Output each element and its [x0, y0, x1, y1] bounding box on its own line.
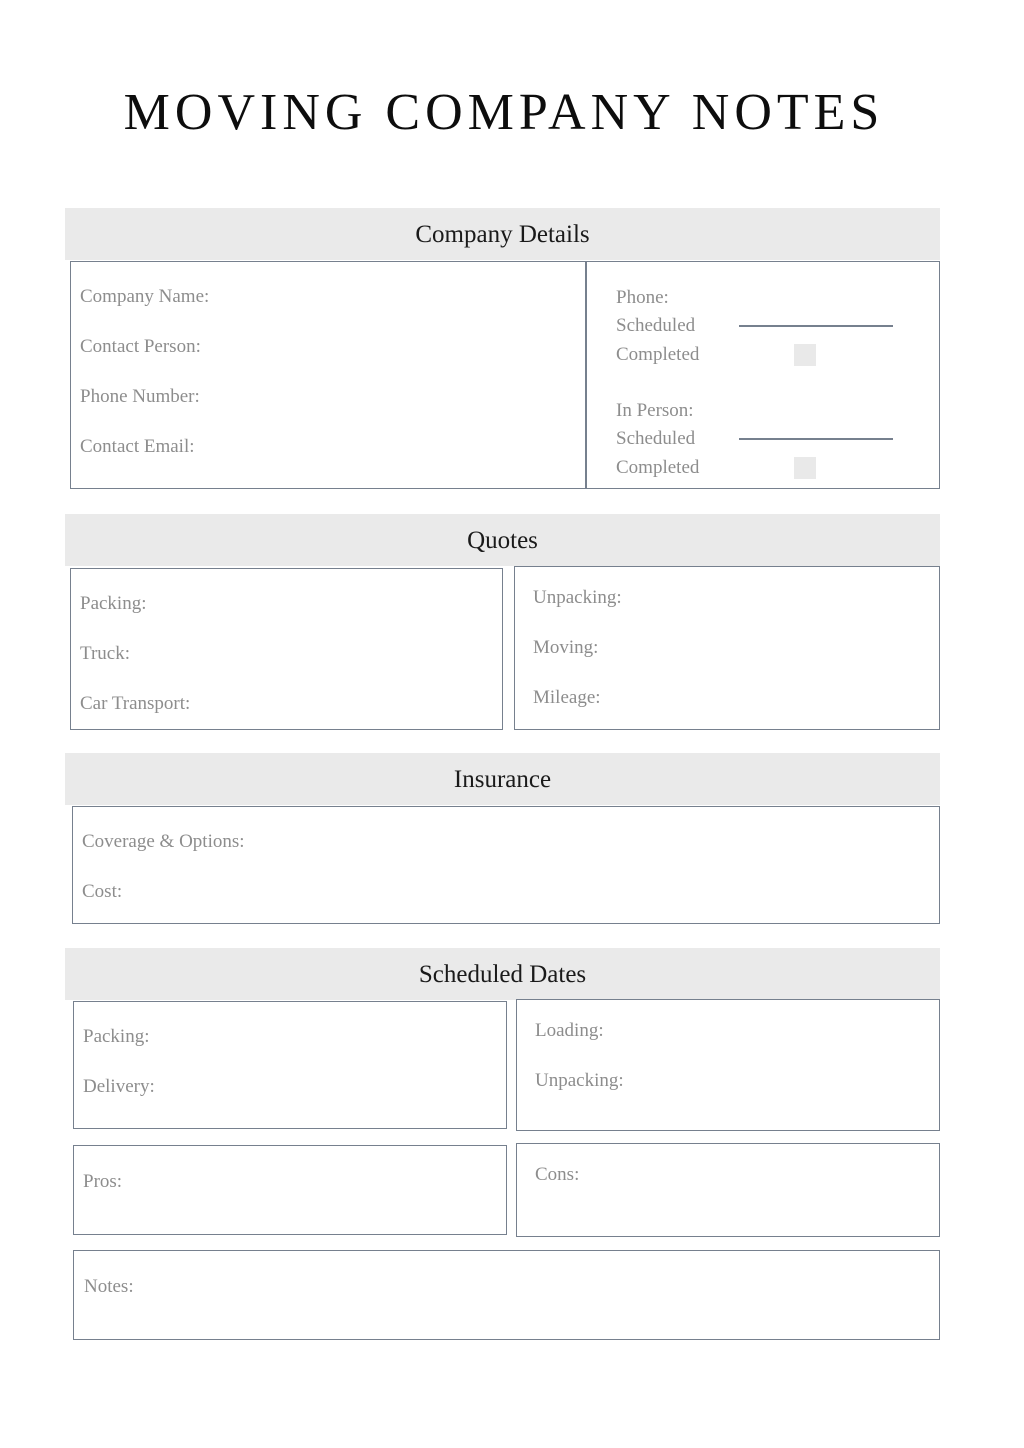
- scheduled-dates-left-box: [73, 1001, 507, 1129]
- contact-method-phone-scheduled-line[interactable]: [739, 325, 893, 327]
- field-insurance-cost[interactable]: Cost:: [82, 881, 123, 902]
- cons-box: [516, 1143, 940, 1237]
- contact-method-in-person-completed-checkbox[interactable]: [794, 457, 816, 479]
- field-quote-unpacking[interactable]: Unpacking:: [533, 587, 622, 608]
- section-header-insurance: Insurance: [65, 753, 940, 805]
- field-contact-email[interactable]: Contact Email:: [80, 436, 195, 457]
- field-quote-car-transport[interactable]: Car Transport:: [80, 693, 191, 714]
- field-quote-packing[interactable]: Packing:: [80, 593, 147, 614]
- field-date-delivery[interactable]: Delivery:: [83, 1076, 155, 1097]
- contact-method-phone-scheduled-label: Scheduled: [616, 315, 696, 336]
- field-quote-truck[interactable]: Truck:: [80, 643, 130, 664]
- contact-method-phone-completed-checkbox[interactable]: [794, 344, 816, 366]
- contact-method-in-person-label: In Person:: [616, 400, 694, 421]
- field-contact-person[interactable]: Contact Person:: [80, 336, 201, 357]
- insurance-box: [72, 806, 940, 924]
- field-date-packing[interactable]: Packing:: [83, 1026, 150, 1047]
- field-phone-number[interactable]: Phone Number:: [80, 386, 200, 407]
- contact-method-in-person-scheduled-line[interactable]: [739, 438, 893, 440]
- field-notes[interactable]: Notes:: [84, 1276, 134, 1297]
- quotes-left-box: [70, 568, 503, 730]
- section-header-scheduled-dates: Scheduled Dates: [65, 948, 940, 1000]
- field-quote-moving[interactable]: Moving:: [533, 637, 599, 658]
- contact-method-phone-label: Phone:: [616, 287, 669, 308]
- field-cons[interactable]: Cons:: [535, 1164, 580, 1185]
- quotes-right-box: [514, 566, 940, 730]
- contact-method-phone-completed-label: Completed: [616, 344, 700, 365]
- field-pros[interactable]: Pros:: [83, 1171, 123, 1192]
- field-quote-mileage[interactable]: Mileage:: [533, 687, 601, 708]
- scheduled-dates-right-box: [516, 999, 940, 1131]
- section-header-company-details: Company Details: [65, 208, 940, 260]
- notes-box: [73, 1250, 940, 1340]
- page-title: MOVING COMPANY NOTES: [123, 84, 885, 141]
- field-date-unpacking[interactable]: Unpacking:: [535, 1070, 624, 1091]
- section-header-quotes: Quotes: [65, 514, 940, 566]
- contact-method-in-person-completed-label: Completed: [616, 457, 700, 478]
- company-details-divider: [585, 262, 587, 488]
- field-date-loading[interactable]: Loading:: [535, 1020, 604, 1041]
- company-details-box: [70, 261, 940, 489]
- pros-box: [73, 1145, 507, 1235]
- field-insurance-coverage-options[interactable]: Coverage & Options:: [82, 831, 245, 852]
- field-company-name[interactable]: Company Name:: [80, 286, 210, 307]
- contact-method-in-person-scheduled-label: Scheduled: [616, 428, 696, 449]
